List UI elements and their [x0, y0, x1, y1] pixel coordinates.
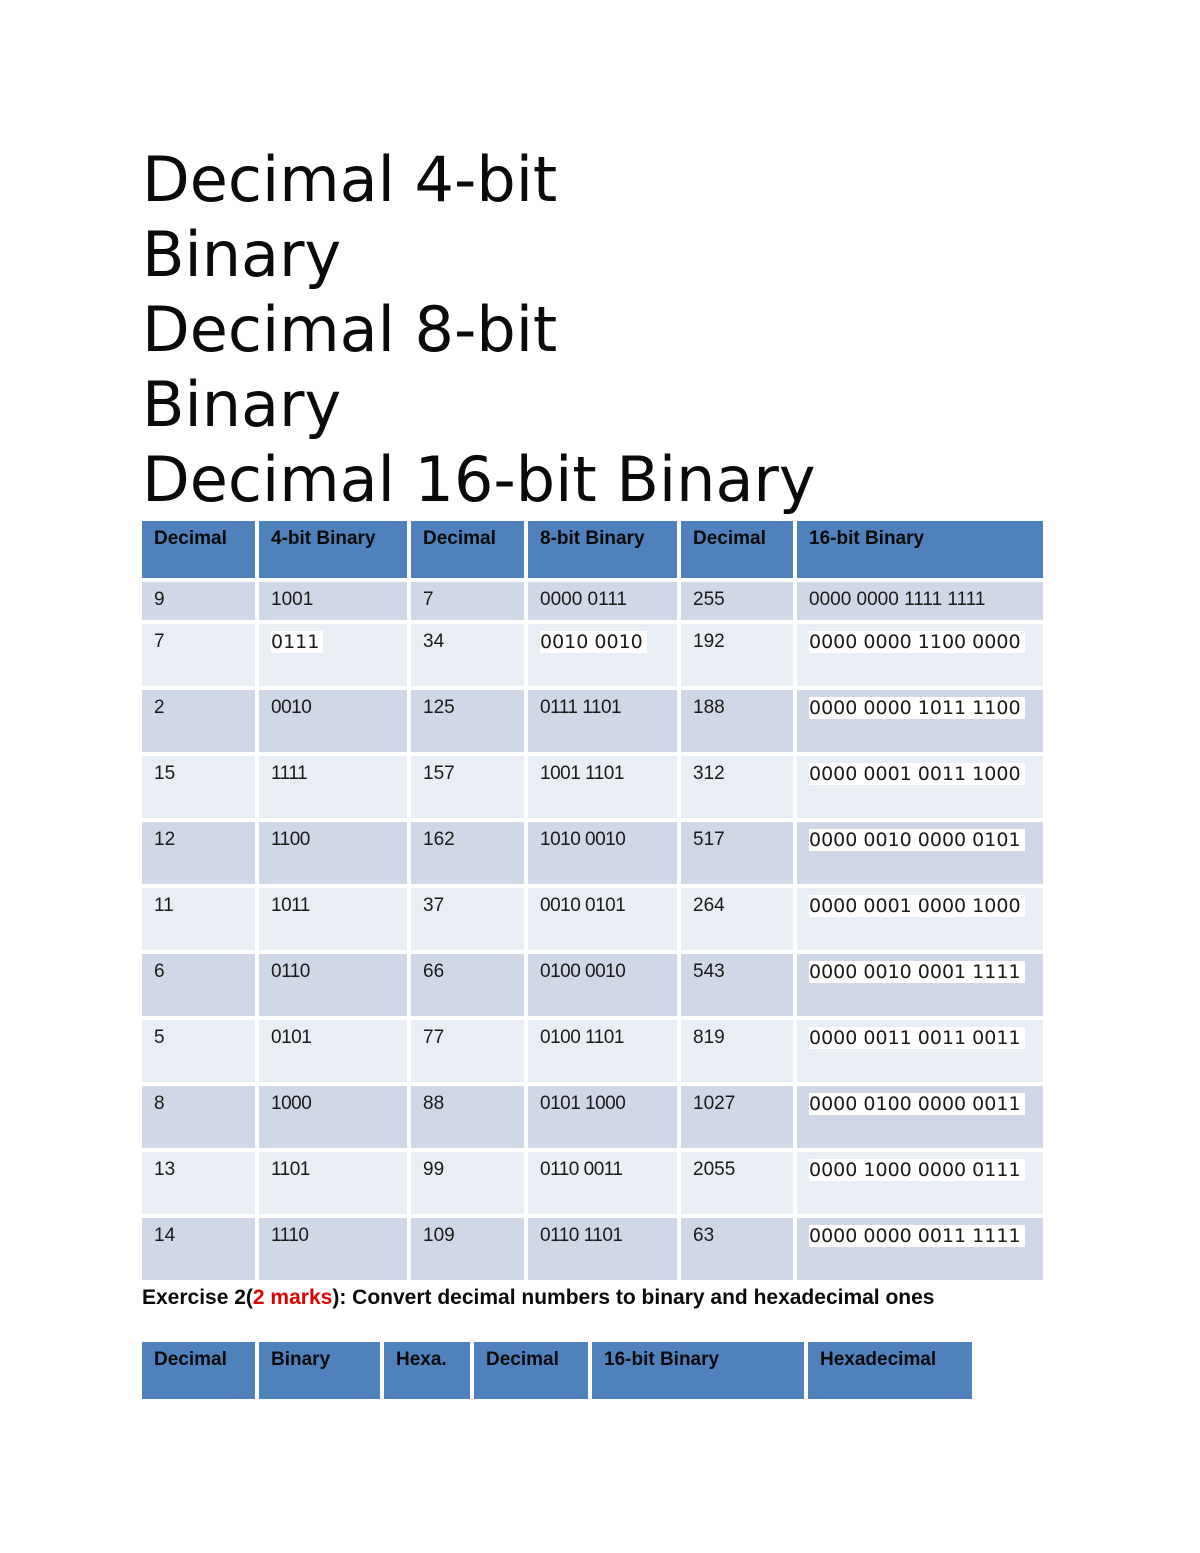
table-row: [142, 1152, 1043, 1214]
cell-4bit-binary: 1101: [259, 1152, 407, 1214]
table-row: [142, 954, 1043, 1016]
cell-value: 0000 0000 0011 1111: [809, 1225, 1025, 1247]
cell-4bit-binary: [259, 624, 407, 686]
cell-decimal: 188: [681, 690, 793, 752]
cell-decimal: 13: [142, 1152, 255, 1214]
cell-16bit-binary: [797, 756, 1043, 818]
cell-4bit-binary: 1100: [259, 822, 407, 884]
column-header-8bit-binary: 8-bit Binary: [528, 521, 677, 578]
cell-value: 0000 0010 0001 1111: [809, 961, 1025, 983]
cell-8bit-binary: 0000 0111: [528, 582, 677, 620]
cell-4bit-binary: 1111: [259, 756, 407, 818]
cell-value: 0010 0010: [540, 631, 647, 653]
column-header-binary: Binary: [259, 1342, 380, 1399]
cell-8bit-binary: 1010 0010: [528, 822, 677, 884]
cell-16bit-binary: [797, 1020, 1043, 1082]
cell-decimal: 543: [681, 954, 793, 1016]
cell-value: 0000 1000 0000 0111: [809, 1159, 1025, 1181]
heading-line: Binary: [142, 368, 342, 441]
cell-16bit-binary: [797, 1218, 1043, 1280]
cell-decimal: 14: [142, 1218, 255, 1280]
table-row: [142, 582, 1043, 620]
cell-16bit-binary: [797, 1152, 1043, 1214]
cell-8bit-binary: 0111 1101: [528, 690, 677, 752]
table-header-row: [142, 1342, 972, 1399]
cell-8bit-binary: 0110 1101: [528, 1218, 677, 1280]
cell-value: 0000 0000 1011 1100: [809, 697, 1025, 719]
cell-value: 0000 0011 0011 0011: [809, 1027, 1025, 1049]
heading-line: Decimal 4-bit: [142, 143, 558, 216]
cell-decimal: 819: [681, 1020, 793, 1082]
cell-value: 0000 0010 0000 0101: [809, 829, 1025, 851]
page-heading: [142, 142, 816, 517]
cell-decimal: 7: [411, 582, 524, 620]
column-header-decimal: Decimal: [681, 521, 793, 578]
cell-decimal: 99: [411, 1152, 524, 1214]
cell-decimal: 11: [142, 888, 255, 950]
cell-decimal: 109: [411, 1218, 524, 1280]
exercise-prefix: Exercise 2(: [142, 1286, 253, 1309]
heading-line: Binary: [142, 218, 342, 291]
cell-16bit-binary: 0000 0000 1111 1111: [797, 582, 1043, 620]
table-row: [142, 888, 1043, 950]
column-header-decimal: Decimal: [474, 1342, 588, 1399]
cell-16bit-binary: [797, 954, 1043, 1016]
cell-decimal: 2055: [681, 1152, 793, 1214]
cell-decimal: 37: [411, 888, 524, 950]
cell-decimal: 1027: [681, 1086, 793, 1148]
table-row: [142, 1218, 1043, 1280]
cell-8bit-binary: 0100 0010: [528, 954, 677, 1016]
exercise-table: [138, 1338, 976, 1403]
heading-line: Decimal 16-bit Binary: [142, 443, 816, 516]
cell-decimal: 125: [411, 690, 524, 752]
cell-decimal: 66: [411, 954, 524, 1016]
cell-4bit-binary: 0010: [259, 690, 407, 752]
cell-decimal: 312: [681, 756, 793, 818]
cell-decimal: 517: [681, 822, 793, 884]
cell-decimal: 7: [142, 624, 255, 686]
cell-decimal: 264: [681, 888, 793, 950]
cell-decimal: 9: [142, 582, 255, 620]
cell-decimal: 157: [411, 756, 524, 818]
cell-4bit-binary: 1011: [259, 888, 407, 950]
exercise-heading: [142, 1284, 935, 1312]
cell-16bit-binary: [797, 690, 1043, 752]
cell-8bit-binary: 0010 0101: [528, 888, 677, 950]
column-header-hexa: Hexa.: [384, 1342, 470, 1399]
cell-16bit-binary: [797, 624, 1043, 686]
column-header-4bit-binary: 4-bit Binary: [259, 521, 407, 578]
cell-4bit-binary: 0101: [259, 1020, 407, 1082]
cell-4bit-binary: 1001: [259, 582, 407, 620]
conversion-table: [138, 517, 1047, 1284]
cell-16bit-binary: [797, 888, 1043, 950]
cell-decimal: 12: [142, 822, 255, 884]
cell-16bit-binary: [797, 1086, 1043, 1148]
cell-decimal: 8: [142, 1086, 255, 1148]
table-header-row: [142, 521, 1043, 578]
column-header-16bit-binary: 16-bit Binary: [797, 521, 1043, 578]
cell-decimal: 255: [681, 582, 793, 620]
cell-value: 0111: [271, 631, 323, 653]
cell-decimal: 63: [681, 1218, 793, 1280]
cell-decimal: 5: [142, 1020, 255, 1082]
exercise-marks: 2 marks: [252, 1286, 333, 1309]
cell-decimal: 34: [411, 624, 524, 686]
column-header-decimal: Decimal: [411, 521, 524, 578]
cell-value: 0000 0000 1100 0000: [809, 631, 1025, 653]
cell-value: 0000 0100 0000 0011: [809, 1093, 1025, 1115]
cell-16bit-binary: [797, 822, 1043, 884]
table-row: [142, 624, 1043, 686]
column-header-decimal: Decimal: [142, 1342, 255, 1399]
table-row: [142, 1020, 1043, 1082]
table-row: [142, 756, 1043, 818]
cell-value: 0000 0001 0000 1000: [809, 895, 1025, 917]
cell-decimal: 88: [411, 1086, 524, 1148]
cell-8bit-binary: 0110 0011: [528, 1152, 677, 1214]
cell-decimal: 77: [411, 1020, 524, 1082]
cell-decimal: 162: [411, 822, 524, 884]
cell-8bit-binary: [528, 624, 677, 686]
cell-8bit-binary: 1001 1101: [528, 756, 677, 818]
cell-decimal: 2: [142, 690, 255, 752]
cell-decimal: 15: [142, 756, 255, 818]
cell-8bit-binary: 0101 1000: [528, 1086, 677, 1148]
column-header-hexadecimal: Hexadecimal: [808, 1342, 972, 1399]
table-body: [142, 582, 1043, 1280]
cell-4bit-binary: 0110: [259, 954, 407, 1016]
cell-4bit-binary: 1000: [259, 1086, 407, 1148]
table-row: [142, 822, 1043, 884]
cell-value: 0000 0001 0011 1000: [809, 763, 1025, 785]
cell-decimal: 6: [142, 954, 255, 1016]
cell-4bit-binary: 1110: [259, 1218, 407, 1280]
exercise-suffix: ): Convert decimal numbers to binary and hexadecimal ones: [332, 1286, 935, 1309]
column-header-decimal: Decimal: [142, 521, 255, 578]
column-header-16bit-binary: 16-bit Binary: [592, 1342, 804, 1399]
table-row: [142, 1086, 1043, 1148]
cell-8bit-binary: 0100 1101: [528, 1020, 677, 1082]
cell-decimal: 192: [681, 624, 793, 686]
heading-line: Decimal 8-bit: [142, 293, 558, 366]
table-row: [142, 690, 1043, 752]
